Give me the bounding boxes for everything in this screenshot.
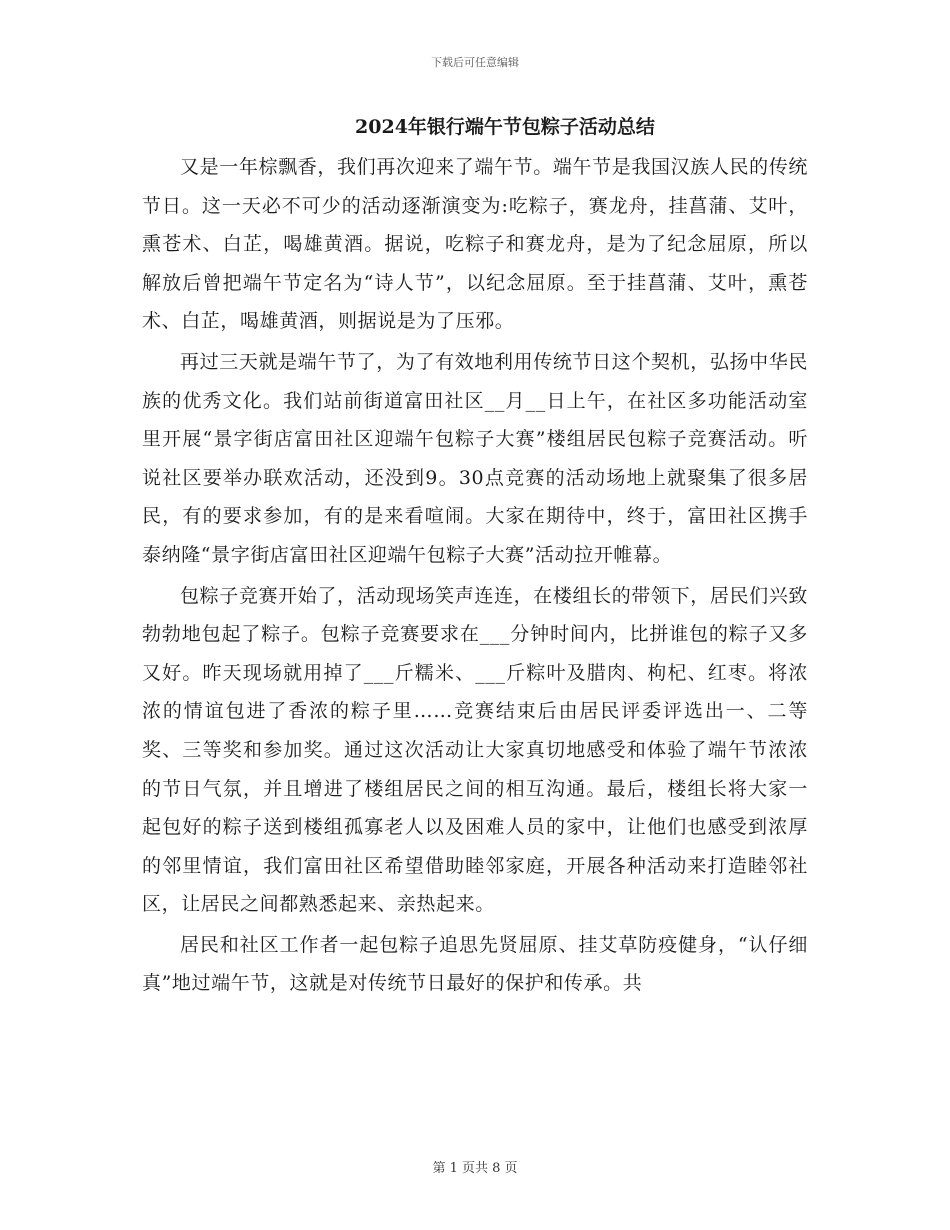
document-title: 2024年银行端午节包粽子活动总结: [355, 116, 655, 138]
paragraph-2: 再过三天就是端午节了，为了有效地利用传统节日这个契机，弘扬中华民族的优秀文化。我们站前街道富田社区__月__日上午，在社区多功能活动室里开展“景字街店富田社区迎端午包粽子大赛”楼组居民包粽子竞赛活动。听说社区要举办联欢活动，还没到9。30点竞赛的活动场地上就聚集了很多居民，有的要求参加，有的是来看喧闹。大家在期待中，终于，富田社区携手泰纳隆“景字街店富田社区迎端午包粽子大赛”活动拉开帷幕。: [142, 350, 808, 566]
page-number: 第 1 页共 8 页: [432, 1161, 518, 1176]
document-body: [142, 148, 808, 1005]
paragraph-1: 又是一年棕飘香，我们再次迎来了端午节。端午节是我国汉族人民的传统节日。这一天必不可少的活动逐渐演变为:吃粽子，赛龙舟，挂菖蒲、艾叶，熏苍术、白芷，喝雄黄酒。据说，吃粽子和赛龙舟，是为了纪念屈原，所以解放后曾把端午节定名为“诗人节”，以纪念屈原。至于挂菖蒲、艾叶，熏苍术、白芷，喝雄黄酒，则据说是为了压邪。: [142, 156, 808, 333]
paragraph-3: 包粽子竞赛开始了，活动现场笑声连连，在楼组长的带领下，居民们兴致勃勃地包起了粽子。包粽子竞赛要求在___分钟时间内，比拼谁包的粽子又多又好。昨天现场就用掉了___斤糯米、___斤粽叶及腊肉、枸杞、红枣。将浓浓的情谊包进了香浓的粽子里……竞赛结束后由居民评委评选出一、二等奖、三等奖和参加奖。通过这次活动让大家真切地感受和体验了端午节浓浓的节日气氛，并且增进了楼组居民之间的相互沟通。最后，楼组长将大家一起包好的粽子送到楼组孤寡老人以及困难人员的家中，让他们也感受到浓厚的邻里情谊，我们富田社区希望借助睦邻家庭，开展各种活动来打造睦邻社区，让居民之间都熟悉起来、亲热起来。: [142, 584, 808, 916]
header-note: 下载后可任意编辑: [431, 56, 519, 69]
paragraph-4: 居民和社区工作者一起包粽子追思先贤屈原、挂艾草防疫健身，“认仔细真”地过端午节，这就是对传统节日最好的保护和传承。共: [142, 933, 808, 995]
